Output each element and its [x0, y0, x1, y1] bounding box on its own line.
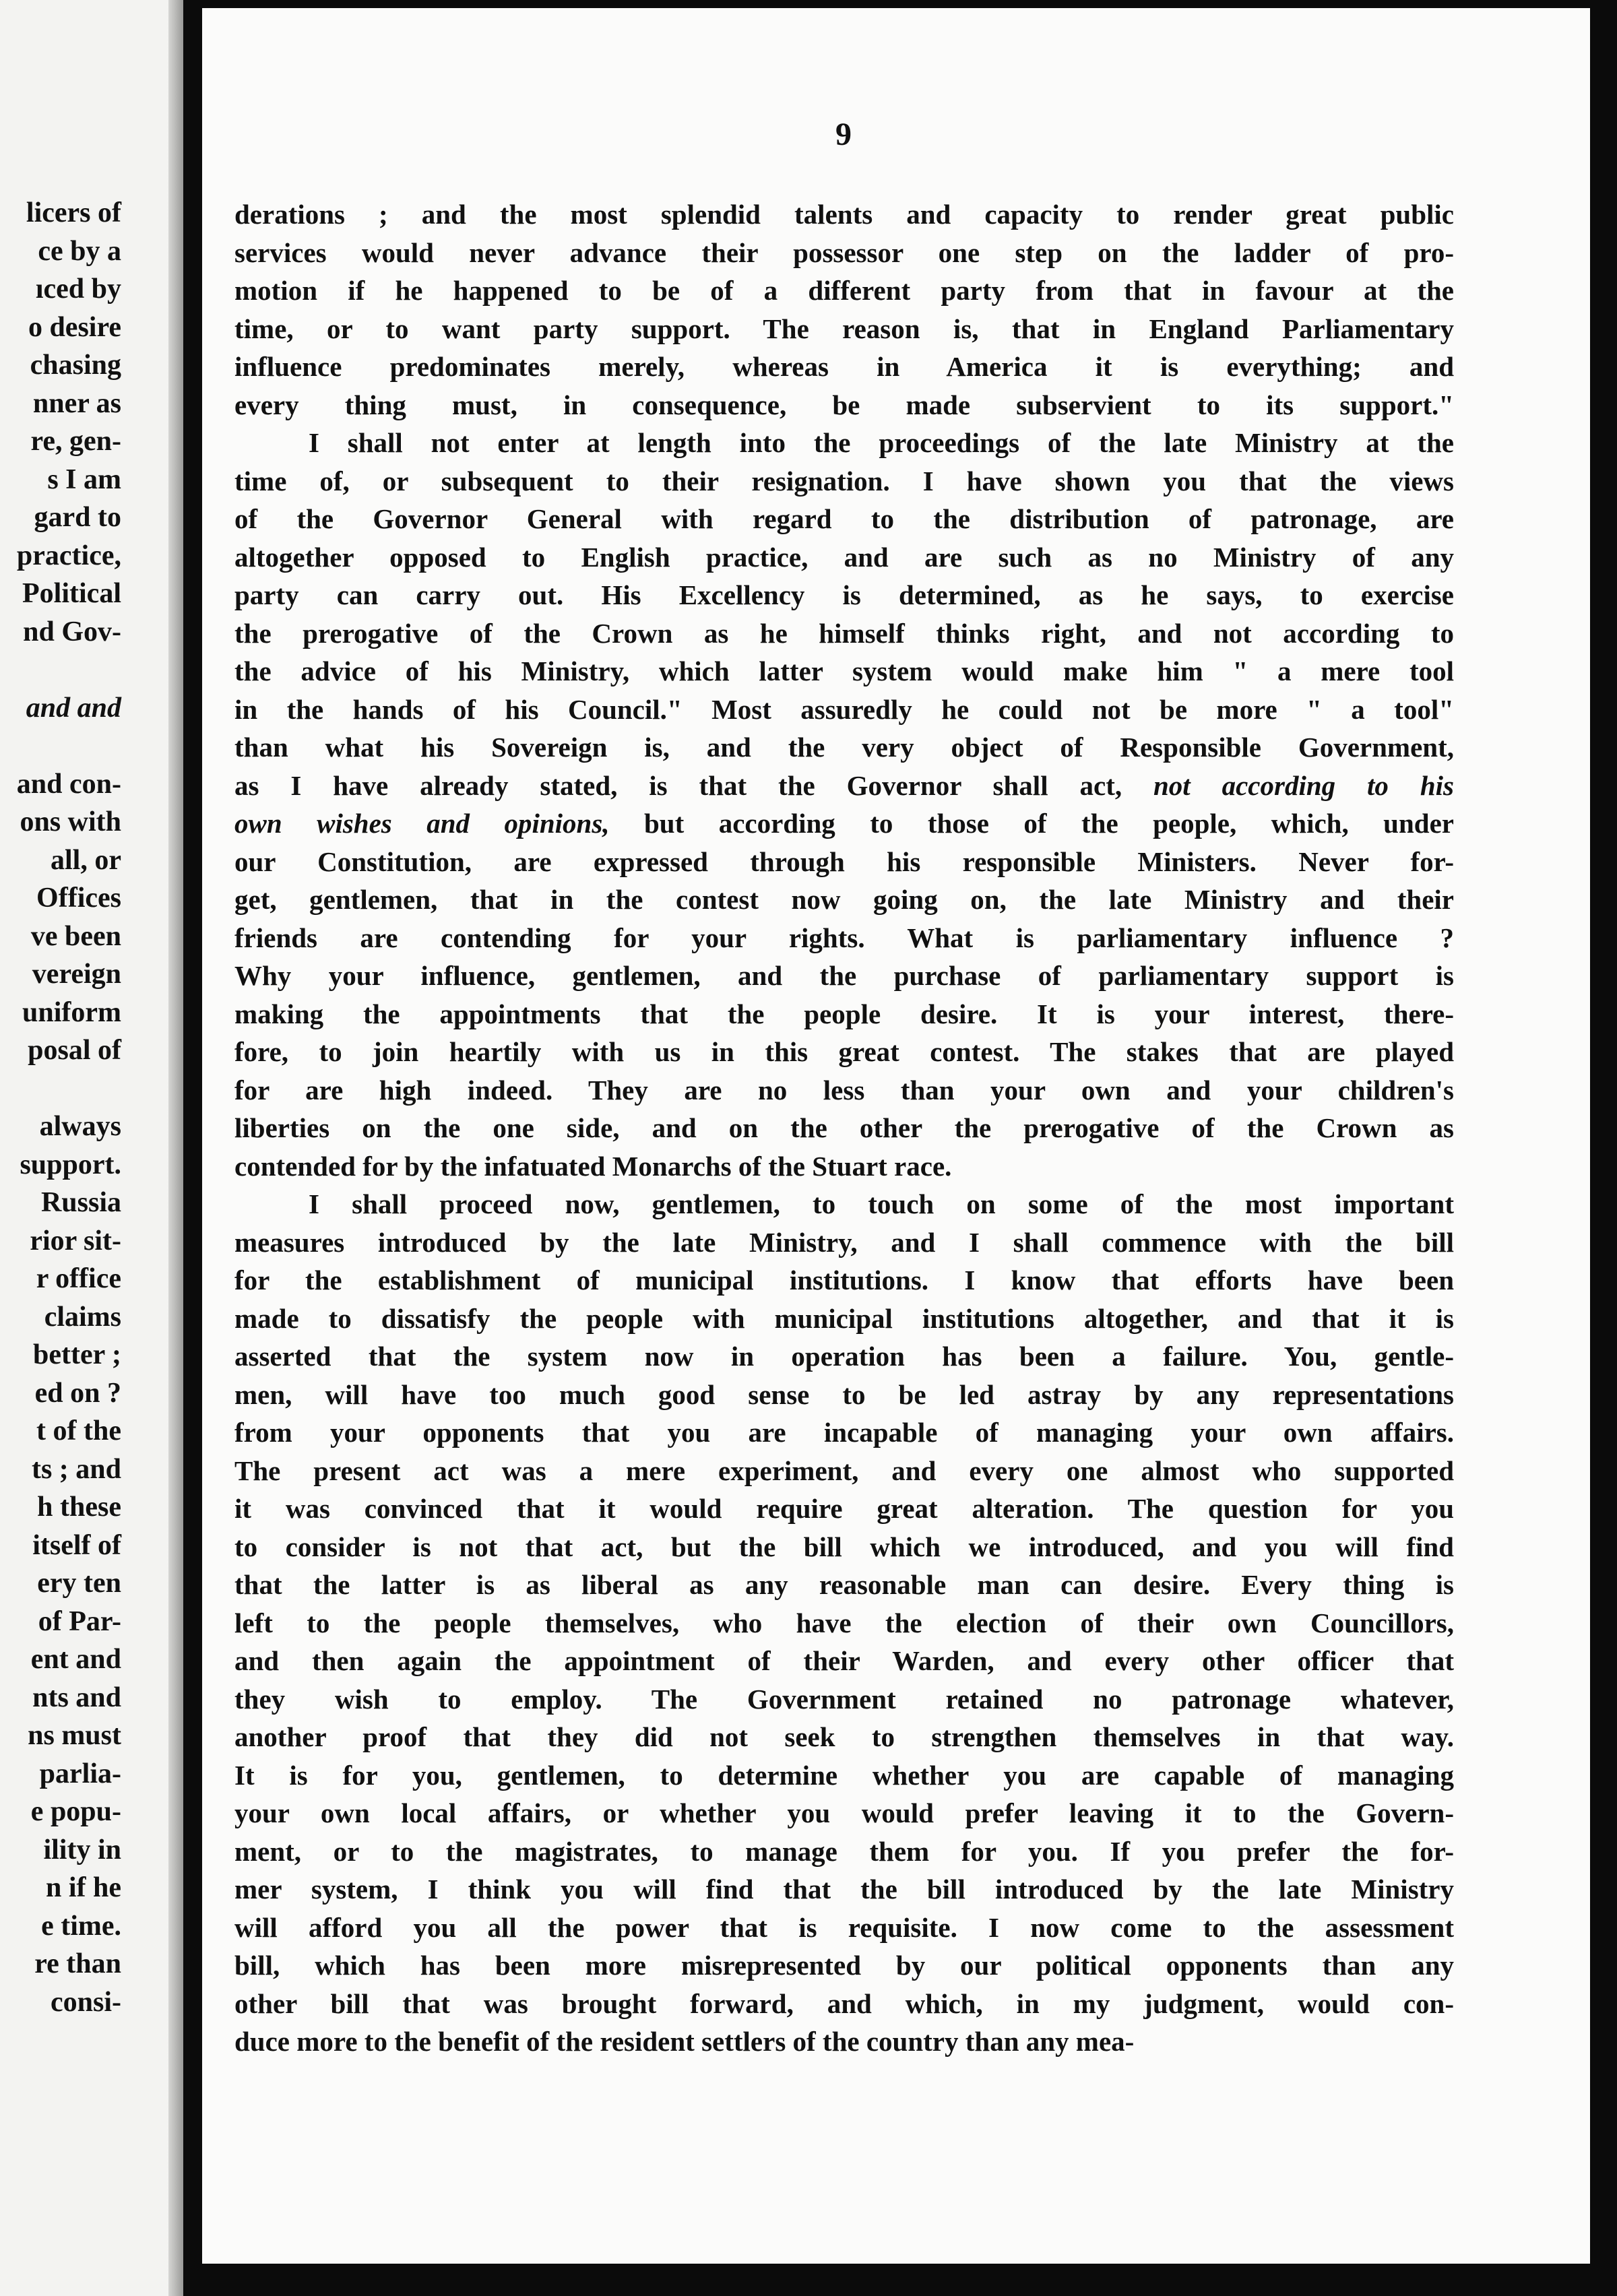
left-page	[0, 0, 183, 2296]
left-page-line: ery ten	[37, 1568, 121, 1599]
text-line: men, will have too much good sense to be led astray by any representations	[234, 1378, 1454, 1410]
text-line: the prerogative of the Crown as he himself thinks right, and not according to	[234, 617, 1454, 649]
text-line	[234, 804, 1454, 843]
text-line: our Constitution, are expressed through his responsible Ministers. Never for-	[234, 846, 1454, 877]
left-page-line: e popu-	[30, 1796, 121, 1827]
left-page-line: n if he	[45, 1872, 121, 1903]
left-page-line: always	[39, 1111, 121, 1142]
text-line: will afford you all the power that is requisite. I now come to the assessment	[234, 1911, 1454, 1943]
text-line: duce more to the benefit of the resident settlers of the country than any mea-	[234, 2026, 1135, 2057]
left-page-line: ns must	[28, 1720, 121, 1751]
left-page-line: t of the	[36, 1415, 121, 1446]
left-page-line: and con-	[16, 768, 121, 800]
left-page-line: and and	[26, 692, 121, 724]
text-line: derations ; and the most splendid talents and capacity to render great public	[234, 199, 1454, 230]
left-page-line: nd Gov-	[23, 616, 121, 647]
left-page-line: chasing	[30, 350, 121, 381]
left-page-line: Offices	[36, 883, 121, 914]
text-line: it was convinced that it would require great alteration. The question for you	[234, 1493, 1454, 1524]
text-line: other bill that was brought forward, and which, in my judgment, would con-	[234, 1987, 1454, 2019]
left-page-line: ed on ?	[34, 1377, 121, 1409]
text-line: for the establishment of municipal institutions. I know that efforts have been	[234, 1265, 1454, 1296]
left-page-line: posal of	[28, 1035, 121, 1066]
text-span: but according to those of the people, which, under	[609, 808, 1454, 839]
left-page-line: uniform	[22, 996, 121, 1028]
text-line: asserted that the system now in operation has been a failure. You, gentle-	[234, 1341, 1454, 1372]
text-line: and then again the appointment of their Warden, and every other officer that	[234, 1645, 1454, 1676]
text-line	[234, 767, 1454, 805]
left-page-line: vereign	[32, 959, 121, 990]
left-page-line: better ;	[33, 1339, 121, 1370]
text-line: time of, or subsequent to their resignation. I have shown you that the views	[234, 465, 1454, 497]
text-line: every thing must, in consequence, be made subservient to its support."	[234, 389, 1454, 420]
text-line: that the latter is as liberal as any reasonable man can desire. Every thing is	[234, 1569, 1454, 1600]
italic-text-span: not according to his	[1153, 769, 1454, 801]
left-page-line: Russia	[40, 1187, 121, 1218]
left-page-line: nner as	[32, 387, 121, 419]
left-page-line: o desire	[28, 311, 121, 343]
text-line: The present act was a mere experiment, and every one almost who supported	[234, 1455, 1454, 1486]
text-line: altogether opposed to English practice, and are such as no Ministry of any	[234, 541, 1454, 573]
left-page-line	[0, 1070, 121, 1108]
left-page-line: of Par-	[38, 1605, 121, 1637]
text-line: party can carry out. His Excellency is determined, as he says, to exercise	[234, 579, 1454, 610]
left-page-line: support.	[20, 1149, 121, 1180]
left-page-line: ons with	[20, 806, 121, 837]
left-page-line: licers of	[26, 197, 121, 228]
left-page-line: e time.	[41, 1910, 121, 1942]
left-page-line: consi-	[51, 1986, 121, 2018]
text-line: left to the people themselves, who have the election of their own Councillors,	[234, 1607, 1454, 1638]
text-span: as I have already stated, is that the Governor shall act,	[234, 769, 1153, 801]
text-line: Why your influence, gentlemen, and the purchase of parliamentary support is	[234, 960, 1454, 991]
text-line: for are high indeed. They are no less than your own and your children's	[234, 1074, 1454, 1106]
text-line: of the Governor General with regard to the distribution of patronage, are	[234, 503, 1454, 534]
book-spine	[183, 0, 202, 2296]
left-page-line	[0, 727, 121, 765]
text-line: services would never advance their possessor one step on the ladder of pro-	[234, 236, 1454, 268]
left-page-line: nts and	[32, 1682, 121, 1713]
left-page-line: h these	[37, 1492, 121, 1523]
text-line: from your opponents that you are incapable of managing your own affairs.	[234, 1417, 1454, 1448]
text-line: your own local affairs, or whether you would prefer leaving it to the Govern-	[234, 1797, 1454, 1828]
text-line: making the appointments that the people desire. It is your interest, there-	[234, 998, 1454, 1029]
text-line: get, gentlemen, that in the contest now going on, the late Ministry and their	[234, 884, 1454, 915]
left-page-line: ility in	[43, 1834, 121, 1865]
text-line: liberties on the one side, and on the other the prerogative of the Crown as	[234, 1112, 1454, 1143]
text-line: bill, which has been more misrepresented by our political opponents than any	[234, 1950, 1454, 1981]
left-page-line: all, or	[51, 844, 121, 876]
text-line: friends are contending for your rights. What is parliamentary influence ?	[234, 922, 1454, 953]
left-page-line: ıced by	[35, 274, 121, 305]
left-page-line: s I am	[47, 464, 121, 495]
left-page-line: ce by a	[38, 235, 121, 267]
left-page-line: re, gen-	[30, 426, 121, 457]
text-line: made to dissatisfy the people with municipal institutions altogether, and that it is	[234, 1302, 1454, 1334]
left-page-line: re than	[34, 1948, 121, 1979]
left-page-line: ent and	[30, 1644, 121, 1675]
italic-text-span: own wishes and opinions,	[234, 808, 610, 839]
left-page-line	[0, 651, 121, 689]
page-number: 9	[835, 117, 852, 152]
text-line: to consider is not that act, but the bill which we introduced, and you will find	[234, 1531, 1454, 1562]
text-line: I shall not enter at length into the proceedings of the late Ministry at the	[309, 427, 1454, 458]
left-page-gutter	[168, 0, 183, 2296]
left-page-line: ve been	[30, 920, 121, 952]
left-page-line: parlia-	[39, 1758, 121, 1789]
text-line: the advice of his Ministry, which latter system would make him " a mere tool	[234, 656, 1454, 687]
text-line: than what his Sovereign is, and the very object of Responsible Government,	[234, 732, 1454, 763]
left-page-text	[0, 194, 121, 2021]
left-page-line: rior sit-	[30, 1225, 121, 1256]
text-line: contended for by the infatuated Monarchs of the Stuart race.	[234, 1150, 952, 1182]
left-page-line: gard to	[34, 502, 121, 533]
text-line: fore, to join heartily with us in this great contest. The stakes that are played	[234, 1036, 1454, 1067]
text-line: mer system, I think you will find that the bill introduced by the late Ministry	[234, 1874, 1454, 1905]
left-page-line: Political	[22, 578, 121, 609]
text-line: measures introduced by the late Ministry, and I shall commence with the bill	[234, 1226, 1454, 1258]
text-line: time, or to want party support. The reason is, that in England Parliamentary	[234, 313, 1454, 344]
left-page-line: claims	[44, 1301, 121, 1333]
text-line: motion if he happened to be of a different party from that in favour at the	[234, 275, 1454, 306]
text-line: It is for you, gentlemen, to determine whether you are capable of managing	[234, 1759, 1454, 1791]
left-page-line: ts ; and	[31, 1453, 121, 1485]
left-page-line: r office	[36, 1263, 121, 1294]
text-line: they wish to employ. The Government retained no patronage whatever,	[234, 1683, 1454, 1715]
text-line: ment, or to the magistrates, to manage them for you. If you prefer the for-	[234, 1835, 1454, 1867]
body-text	[234, 195, 1454, 2061]
right-page	[202, 8, 1590, 2264]
left-page-line: itself of	[32, 1529, 121, 1561]
text-line: another proof that they did not seek to strengthen themselves in that way.	[234, 1721, 1454, 1752]
text-line: I shall proceed now, gentlemen, to touch on some of the most important	[309, 1188, 1454, 1219]
left-page-line: practice,	[16, 540, 121, 571]
text-line: in the hands of his Council." Most assuredly he could not be more " a tool"	[234, 693, 1454, 725]
text-line: influence predominates merely, whereas in America it is everything; and	[234, 351, 1454, 382]
